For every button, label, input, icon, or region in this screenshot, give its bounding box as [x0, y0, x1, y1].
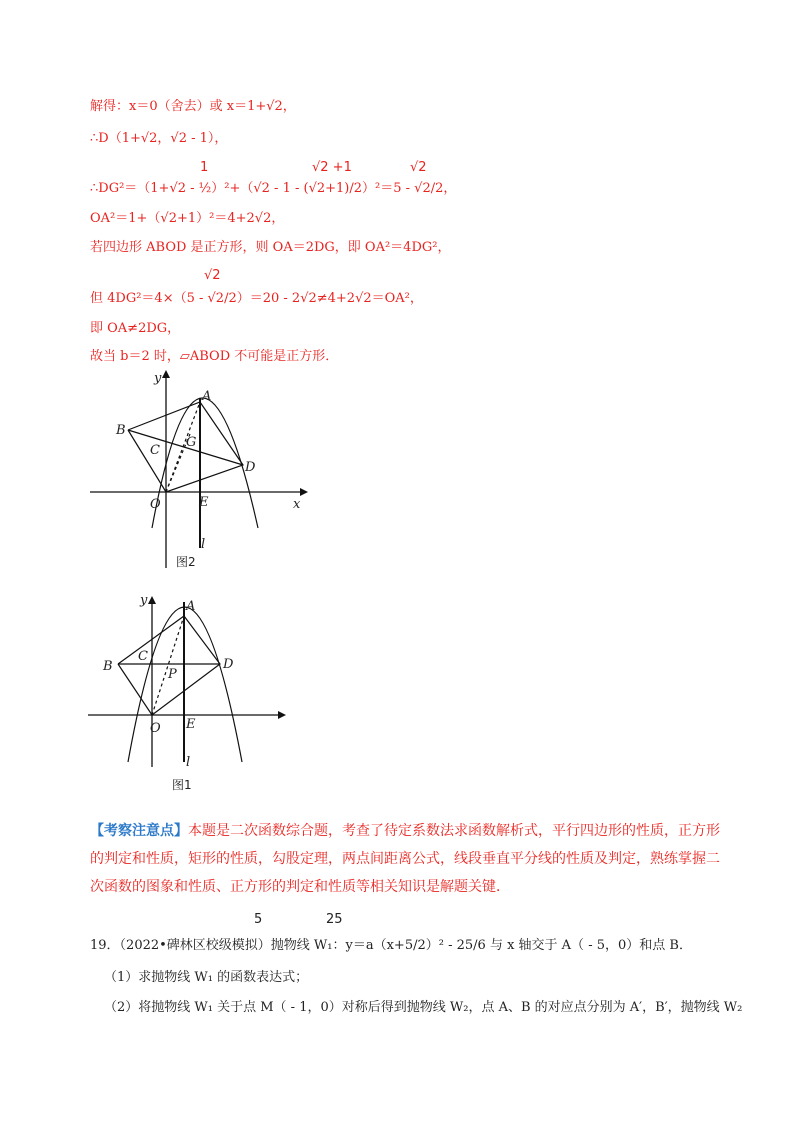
fig2-label-e: E [199, 495, 209, 510]
solution-line-8: 故当 b＝2 时，▱ABOD 不可能是正方形． [90, 349, 339, 364]
solution-line-3: ∴DG²＝（1+√2 - ½）²+（√2 - 1 - (√2+1)/2）²＝5 - √2/2， [90, 181, 457, 196]
figure-2 [90, 368, 310, 577]
solution-line-7: 即 OA≠2DG， [90, 321, 181, 336]
fraction-numerator-sqrt2p1: √2 +1 [312, 160, 352, 175]
fraction-numerator-sqrt2b: √2 [204, 268, 221, 283]
solution-line-1: 解得：x＝0（舍去）或 x＝1+√2， [90, 99, 296, 114]
fig1-label-l: l [186, 755, 191, 770]
fig1-label-d: D [223, 657, 234, 672]
question-number: 19． [90, 938, 120, 953]
question-fraction-five: 5 [254, 912, 263, 927]
fig1-label-o: O [150, 721, 161, 736]
fig2-x-arrow [300, 488, 308, 496]
analysis-note [90, 817, 730, 901]
fig2-label-y: y [154, 371, 162, 386]
fig2-label-l: l [201, 537, 206, 552]
figure-1-svg [88, 592, 298, 782]
fig1-diagonal-oa [152, 616, 184, 715]
fig1-parallelogram [118, 616, 220, 715]
solution-line-5: 若四边形 ABOD 是正方形，则 OA＝2DG，即 OA²＝4DG²， [90, 240, 451, 255]
solution-line-4: OA²＝1+（√2+1）²＝4+2√2， [90, 211, 285, 226]
fig2-label-x: x [293, 497, 301, 512]
figure-1-caption: 图1 [172, 778, 192, 792]
fig1-label-b: B [103, 659, 113, 674]
question-19-part-2: （2）将抛物线 W₁ 关于点 M（ - 1，0）对称后得到抛物线 W₂，点 A、B 的对应点分别为 A′，B′，抛物线 W₂ [104, 1000, 743, 1015]
fig1-label-a: A [186, 599, 196, 614]
fig1-x-arrow [278, 711, 286, 719]
question-19-line-1 [90, 934, 692, 953]
note-text: 本题是二次函数综合题，考查了待定系数法求函数解析式，平行四边形的性质，正方形的判定和性质，矩形的性质，勾股定理，两点间距离公式，线段垂直平分线的性质及判定，熟练掌握二次函数的图象和性质、正方形的判定和性质等相关知识是解题关键． [90, 823, 720, 895]
fraction-numerator-half: 1 [200, 160, 209, 175]
fig1-label-p: P [168, 667, 177, 682]
fig1-label-c: C [138, 649, 148, 664]
solution-line-6: 但 4DG²＝4×（5 - √2/2）＝20 - 2√2≠4+2√2＝OA²， [90, 291, 423, 306]
figure-2-svg [90, 368, 310, 573]
solution-line-2: ∴D（1+√2，√2 - 1）， [90, 131, 228, 146]
question-fraction-25: 25 [326, 912, 343, 927]
fig2-label-d: D [245, 460, 256, 475]
fig2-label-c: C [150, 443, 160, 458]
fraction-numerator-sqrt2a: √2 [410, 160, 427, 175]
question-19-part-1: （1）求抛物线 W₁ 的函数表达式； [104, 970, 309, 985]
fig2-y-arrow [162, 370, 170, 378]
note-tag: 【考察注意点】 [90, 823, 188, 839]
figure-2-caption: 图2 [176, 555, 196, 569]
fig2-label-b: B [116, 423, 126, 438]
fig1-label-e: E [186, 717, 196, 732]
fig2-label-o: O [150, 497, 161, 512]
fig1-y-arrow [148, 596, 156, 604]
fig1-label-y: y [140, 593, 148, 608]
figure-1 [88, 592, 298, 786]
fig2-label-a: A [202, 389, 212, 404]
fig2-label-g: G [186, 435, 197, 450]
question-stem: （2022•碑林区校级模拟）抛物线 W₁：y＝a（x+5/2）² - 25/6 与 x 轴交于 A（ - 5，0）和点 B． [119, 938, 692, 953]
